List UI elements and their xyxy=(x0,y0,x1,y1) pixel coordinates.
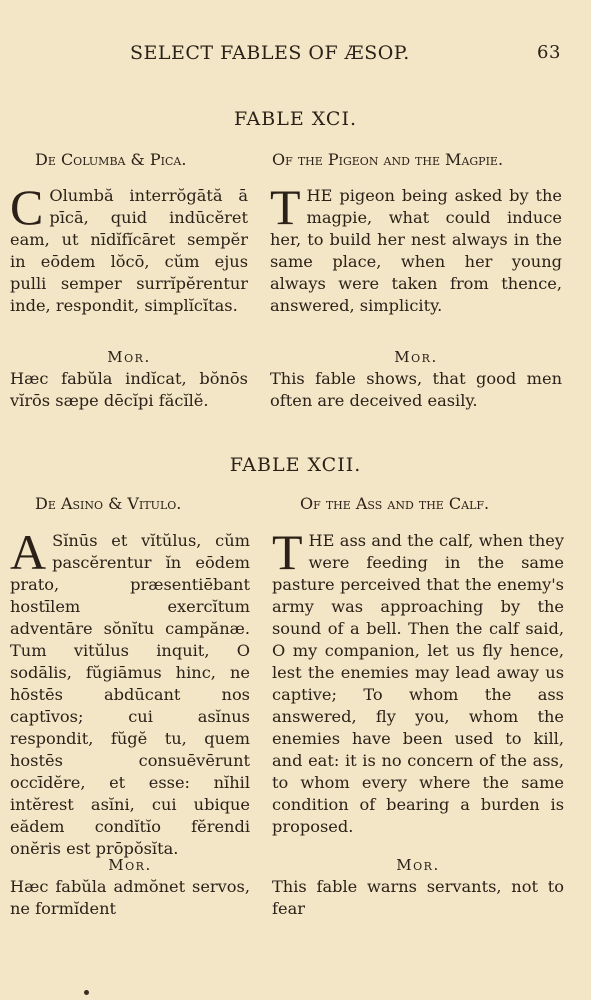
fable-91-latin-dropcap: C xyxy=(10,179,44,235)
fable-92-english-subtitle: Of the Ass and the Calf. xyxy=(300,494,490,513)
fable-92-latin-paragraph xyxy=(10,524,250,860)
fable-92-latin-text: Sĭnūs et vĭtŭlus, cŭm pascĕrentur ĭn eōdem prato, præsentiēbant hostīlem exercĭtum adventāre sŏnĭtu campănæ. Tum vitŭlus inquit, O sodālis, fŭgiāmus hinc, ne hōstēs abdūcant nos captīvos; cui asĭnus respondit, fŭgĕ tu, quem hostēs consuēvērunt occīdĕre, et esse: nĭhil intĕrest asĭni, cui ubique eădem condĭtĭo fĕrendi onĕris est prōpŏsĭta. xyxy=(10,531,250,858)
fable-91-latin-moral-heading: Mor. xyxy=(107,348,151,366)
printers-mark-dot xyxy=(84,990,89,995)
fable-92-english-moral-heading: Mor. xyxy=(396,856,440,874)
fable-91-english-moral-heading: Mor. xyxy=(394,348,438,366)
fable-91-title: FABLE XCI. xyxy=(233,108,358,130)
fable-92-title: FABLE XCII. xyxy=(229,454,362,476)
fable-91-english-text: HE pigeon being asked by the magpie, what could induce her, to build her nest always in the same place, when her young always were taken from thence, answered, simplicity. xyxy=(270,186,562,315)
fable-92-english-text: HE ass and the calf, when they were feeding in the same pasture perceived that the enemy's army was approaching by the sound of a bell. Then the calf said, O my companion, let us fly hence, lest the enemies may lead away us captive; To whom the ass answered, fly you, whom the enemies have been used to kill, and eat: it is no concern of the ass, to whom every where the same condition of bearing a burden is proposed. xyxy=(272,531,564,836)
fable-91-english-moral: This fable shows, that good men often are deceived easily. xyxy=(270,369,562,410)
fable-91-english-dropcap: T xyxy=(270,179,301,235)
fable-92-latin-dropcap: A xyxy=(10,524,47,580)
fable-92-latin-moral-heading: Mor. xyxy=(108,856,152,874)
fable-92-english-dropcap: T xyxy=(272,524,303,580)
fable-91-latin-text: Olumbă interrŏgātă ā pīcā, quid indūcĕret eam, ut nīdĭfĭcāret sempĕr in eōdem lŏcō, cŭm ejus pulli semper surrĭpĕrentur inde, respondit, simplĭcĭtas. xyxy=(10,186,248,315)
fable-91-latin-moral: Hæc fabŭla indĭcat, bŏnōs vĭrōs sæpe dēcĭpi făcĭlĕ. xyxy=(10,369,248,410)
running-title: SELECT FABLES OF ÆSOP. xyxy=(130,42,410,64)
fable-92-english-moral: This fable warns servants, not to fear xyxy=(272,877,564,918)
fable-91-latin-paragraph xyxy=(10,179,248,317)
page-number: 63 xyxy=(537,42,561,63)
fable-92-english-paragraph xyxy=(272,524,564,838)
fable-92-latin-subtitle: De Asino & Vitulo. xyxy=(35,494,182,513)
fable-91-english-paragraph xyxy=(270,179,562,317)
fable-91-english-subtitle: Of the Pigeon and the Magpie. xyxy=(272,150,504,169)
fable-91-latin-subtitle: De Columba & Pica. xyxy=(35,150,187,169)
fable-92-latin-moral: Hæc fabŭla admŏnet servos, ne formĭdent xyxy=(10,877,250,918)
